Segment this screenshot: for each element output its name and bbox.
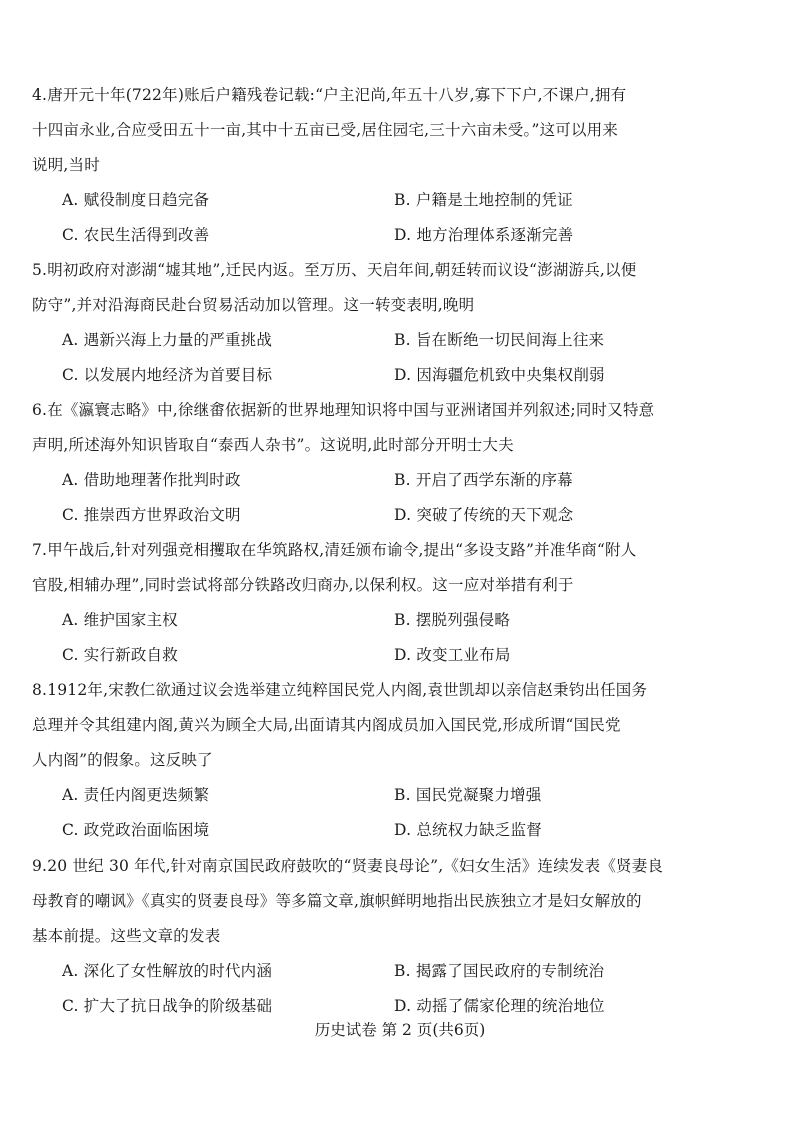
page-footer: 历史试卷 第 2 页(共6页)	[314, 1021, 486, 1039]
question-4-option-a: A. 赋役制度日趋完备	[62, 191, 210, 209]
question-8-option-c: C. 政党政治面临困境	[62, 821, 210, 839]
question-4-option-d: D. 地方治理体系逐渐完善	[394, 226, 574, 244]
question-7-option-b: B. 摆脱列强侵略	[394, 611, 511, 629]
question-6-options-row-1	[32, 463, 772, 498]
question-7-line-1: 7.甲午战后,针对列强竞相攫取在华筑路权,清廷颁布谕令,提出“多设支路”并准华商“附人	[32, 541, 637, 559]
question-6-option-a: A. 借助地理著作批判时政	[62, 471, 241, 489]
question-8-option-d: D. 总统权力缺乏监督	[394, 821, 542, 839]
question-6-option-d: D. 突破了传统的天下观念	[394, 506, 574, 524]
question-5-option-a: A. 遇新兴海上力量的严重挑战	[62, 331, 273, 349]
question-5-line-1: 5.明初政府对澎湖“墟其地”,迁民内返。至万历、天启年间,朝廷转而议设“澎湖游兵,以便	[32, 261, 637, 279]
question-9-option-a: A. 深化了女性解放的时代内涵	[62, 962, 273, 980]
question-5-line-2: 防守”,并对沿海商民赴台贸易活动加以管理。这一转变表明,晚明	[32, 296, 475, 314]
question-4-options-row-2	[32, 218, 772, 253]
question-4-options-row-1	[32, 183, 772, 218]
question-8-options-row-2	[32, 813, 772, 848]
question-8-options-row-1	[32, 778, 772, 813]
question-9-line-1: 9.20 世纪 30 年代,针对南京国民政府鼓吹的“贤妻良母论”,《妇女生活》连续发表《贤妻良	[32, 857, 664, 875]
question-7-line-2: 官股,相辅办理”,同时尝试将部分铁路改归商办,以保利权。这一应对举措有利于	[32, 576, 574, 594]
question-6-option-b: B. 开启了西学东渐的序幕	[394, 471, 573, 489]
question-6-option-c: C. 推崇西方世界政治文明	[62, 506, 241, 524]
question-5	[32, 253, 772, 393]
question-4-line-1: 4.唐开元十年(722年)账后户籍残卷记载:“户主汜尚,年五十八岁,寡下下户,不课户,拥有	[32, 86, 627, 104]
question-7-options-row-1	[32, 603, 772, 638]
question-5-options-row-2	[32, 358, 772, 393]
question-7	[32, 533, 772, 673]
question-6-line-2: 声明,所述海外知识皆取自“泰西人杂书”。这说明,此时部分开明士大夫	[32, 436, 514, 454]
question-8-line-2: 总理并令其组建内阁,黄兴为顾全大局,出面请其内阁成员加入国民党,形成所谓“国民党	[32, 716, 621, 734]
question-8-line-3: 人内阁”的假象。这反映了	[32, 751, 213, 769]
question-4	[32, 78, 772, 253]
question-4-option-c: C. 农民生活得到改善	[62, 226, 210, 244]
question-8	[32, 673, 772, 848]
question-6-options-row-2	[32, 498, 772, 533]
question-9	[32, 849, 772, 1024]
question-4-option-b: B. 户籍是土地控制的凭证	[394, 191, 573, 209]
question-9-line-3: 基本前提。这些文章的发表	[32, 927, 221, 945]
question-4-line-3: 说明,当时	[32, 156, 100, 174]
question-8-option-a: A. 责任内阁更迭频繁	[62, 786, 210, 804]
question-9-option-c: C. 扩大了抗日战争的阶级基础	[62, 997, 273, 1015]
question-4-line-2: 十四亩永业,合应受田五十一亩,其中十五亩已受,居住园宅,三十六亩未受。”这可以用来	[32, 121, 619, 139]
question-7-options-row-2	[32, 638, 772, 673]
question-8-option-b: B. 国民党凝聚力增强	[394, 786, 542, 804]
question-5-option-d: D. 因海疆危机致中央集权削弱	[394, 366, 605, 384]
question-6	[32, 393, 772, 533]
question-8-line-1: 8.1912年,宋教仁欲通过议会选举建立纯粹国民党人内阁,袁世凯却以亲信赵秉钧出任国务	[32, 681, 648, 699]
question-5-option-c: C. 以发展内地经济为首要目标	[62, 366, 273, 384]
question-7-option-d: D. 改变工业布局	[394, 646, 511, 664]
question-7-option-c: C. 实行新政自救	[62, 646, 178, 664]
question-9-option-b: B. 揭露了国民政府的专制统治	[394, 962, 605, 980]
question-6-line-1: 6.在《瀛寰志略》中,徐继畬依据新的世界地理知识将中国与亚洲诸国并列叙述;同时又特意	[32, 401, 655, 419]
question-7-option-a: A. 维护国家主权	[62, 611, 178, 629]
question-5-options-row-1	[32, 323, 772, 358]
question-9-line-2: 母教育的嘲讽》《真实的贤妻良母》等多篇文章,旗帜鲜明地指出民族独立才是妇女解放的	[32, 892, 642, 910]
question-9-option-d: D. 动摇了儒家伦理的统治地位	[394, 997, 605, 1015]
question-5-option-b: B. 旨在断绝一切民间海上往来	[394, 331, 605, 349]
question-9-options-row-1	[32, 954, 772, 989]
